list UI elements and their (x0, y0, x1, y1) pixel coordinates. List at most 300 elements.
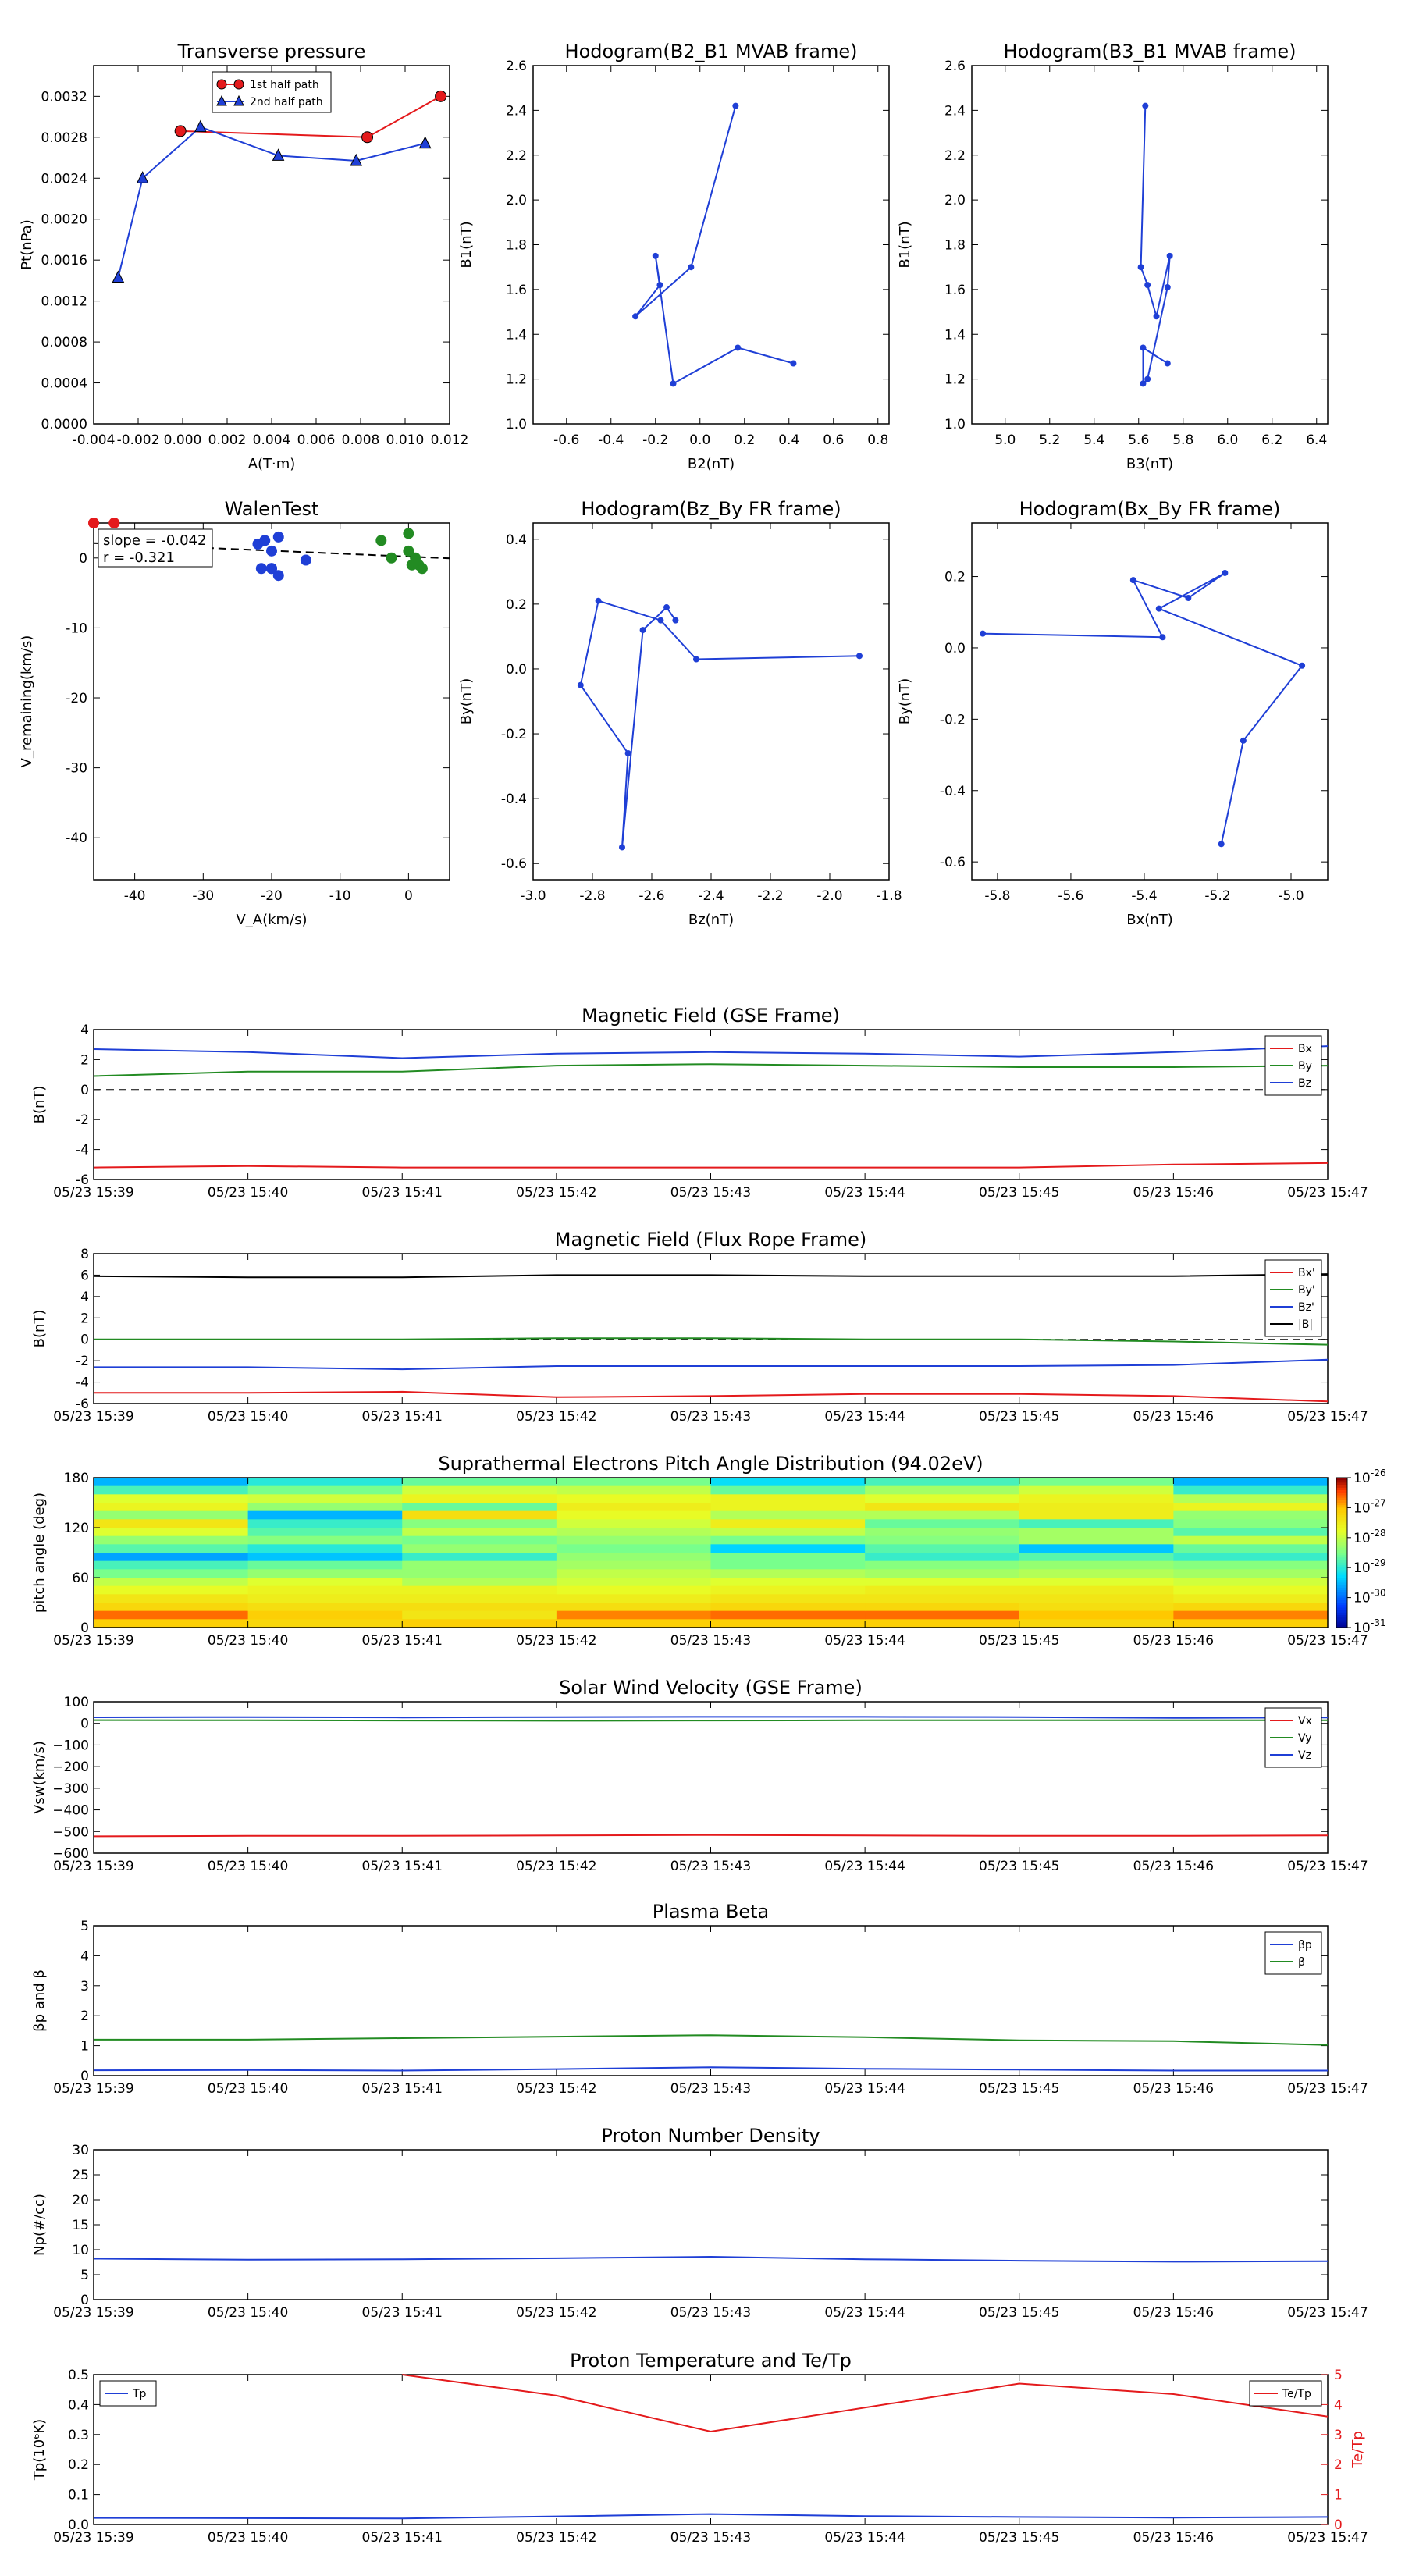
heatmap-cell (402, 1561, 557, 1570)
y-tick-label: 0.0008 (41, 335, 87, 351)
legend-label: 1st half path (250, 79, 319, 91)
y-tick-label: −500 (52, 1824, 89, 1841)
y-tick-label: -6 (76, 1397, 89, 1412)
x-tick-label: 05/23 15:43 (670, 1185, 752, 1201)
heatmap-cell (557, 1553, 711, 1561)
y-axis-label: B(nT) (31, 1309, 48, 1348)
x-tick-label: -2.8 (579, 888, 606, 904)
heatmap-cell (557, 1528, 711, 1536)
y-tick-label: -6 (76, 1172, 89, 1188)
x-tick-label: 05/23 15:40 (207, 1859, 289, 1874)
y-tick-label: 1.2 (505, 372, 527, 388)
x-tick-label: 5.4 (1083, 432, 1105, 448)
panel-3 (897, 41, 1328, 472)
panel-title: Hodogram(B3_B1 MVAB frame) (1003, 41, 1297, 62)
y-tick-label: 0 (80, 2293, 89, 2308)
y-right-tick-label: 0 (1334, 2517, 1343, 2533)
hodogram-point (1140, 380, 1146, 386)
x-tick-label: 05/23 15:40 (207, 1185, 289, 1201)
heatmap-cell (94, 1611, 248, 1620)
x-tick-label: 05/23 15:41 (361, 2305, 443, 2321)
heatmap-cell (248, 1536, 403, 1545)
x-tick-label: 05/23 15:42 (516, 1409, 597, 1425)
legend-label: Te/Tp (1282, 2388, 1311, 2400)
legend-label: Vy (1298, 1732, 1312, 1745)
x-tick-label: 05/23 15:44 (824, 2305, 905, 2321)
y-tick-label: −100 (52, 1738, 89, 1754)
x-tick-label: 05/23 15:42 (516, 1633, 597, 1649)
x-tick-label: 05/23 15:46 (1133, 1633, 1215, 1649)
axes-frame (94, 2375, 1328, 2524)
data-point-green (375, 535, 386, 546)
x-tick-label: 0.010 (386, 432, 425, 448)
heatmap-cell (557, 1544, 711, 1553)
panel-title: Suprathermal Electrons Pitch Angle Distribution (94.02eV) (438, 1453, 984, 1475)
y-tick-label: 1.8 (505, 237, 527, 254)
x-tick-label: 05/23 15:43 (670, 2081, 752, 2097)
series-line-Tp (94, 2514, 1328, 2519)
heatmap-cell (865, 1519, 1019, 1528)
x-tick-label: 05/23 15:40 (207, 1633, 289, 1649)
x-tick-label: -2.0 (816, 888, 843, 904)
y-axis-label: βp and β (31, 1969, 48, 2032)
y-tick-label: 1 (80, 2038, 89, 2055)
hodogram-point (656, 282, 663, 288)
hodogram-point (1299, 663, 1305, 669)
heatmap-cell (402, 1603, 557, 1611)
heatmap-cell (865, 1553, 1019, 1561)
y-tick-label: 0.0016 (41, 253, 87, 269)
y-tick-label: 6 (80, 1268, 89, 1284)
y-right-tick-label: 4 (1334, 2397, 1343, 2414)
y-tick-label: −400 (52, 1802, 89, 1819)
panel-4 (19, 498, 450, 928)
y-tick-label: 1.4 (505, 327, 527, 343)
x-tick-label: 5.8 (1172, 432, 1194, 448)
y-tick-label: 0.0004 (41, 375, 87, 392)
data-point-1st-half (362, 132, 373, 143)
heatmap-cell (402, 1578, 557, 1586)
y-tick-label: 0.0 (505, 661, 527, 678)
x-tick-label: 0.8 (867, 432, 889, 448)
x-axis-label: Bx(nT) (1126, 912, 1173, 928)
heatmap-cell (711, 1503, 866, 1511)
time-panel-4 (31, 1677, 1368, 1874)
colorbar-segment (1336, 1605, 1347, 1608)
colorbar-segment (1336, 1567, 1347, 1571)
y-tick-label: 0 (80, 2069, 89, 2084)
data-point-blue (273, 532, 284, 543)
colorbar-segment (1336, 1588, 1347, 1591)
x-tick-label: -30 (192, 888, 215, 904)
colorbar-segment (1336, 1528, 1347, 1531)
x-tick-label: 05/23 15:41 (361, 1409, 443, 1425)
heatmap-cell (402, 1611, 557, 1620)
colorbar-segment (1336, 1573, 1347, 1576)
panel-title: Magnetic Field (Flux Rope Frame) (554, 1229, 867, 1251)
x-tick-label: 05/23 15:41 (361, 1185, 443, 1201)
y-tick-label: 0 (79, 550, 87, 567)
heatmap-cell (402, 1619, 557, 1628)
panel-title: Transverse pressure (177, 41, 366, 62)
data-point-2nd-half (195, 121, 206, 132)
y-axis-label: B(nT) (31, 1085, 48, 1124)
hodogram-point (670, 380, 677, 386)
colorbar-segment (1336, 1590, 1347, 1593)
x-tick-label: 05/23 15:41 (361, 1633, 443, 1649)
y-tick-label: -40 (66, 831, 87, 847)
x-tick-label: 6.0 (1217, 432, 1239, 448)
x-tick-label: -5.6 (1058, 888, 1084, 904)
x-tick-label: 05/23 15:47 (1287, 1859, 1368, 1874)
heatmap-cell (711, 1544, 866, 1553)
heatmap-cell (402, 1586, 557, 1595)
hodogram-point (1144, 282, 1151, 288)
colorbar-label: 10 (1353, 1471, 1371, 1486)
heatmap-cell (248, 1578, 403, 1586)
y-tick-label: 0.0020 (41, 212, 87, 228)
y-tick-label: 1.6 (944, 282, 966, 298)
colorbar-segment (1336, 1513, 1347, 1516)
colorbar-segment (1336, 1520, 1347, 1523)
series-line-|B| (94, 1274, 1328, 1277)
y-tick-label: 0.0 (67, 2517, 89, 2533)
data-point-blue (266, 563, 277, 574)
heatmap-cell (865, 1603, 1019, 1611)
y-tick-label: -0.6 (500, 856, 527, 873)
x-tick-label: 05/23 15:47 (1287, 2305, 1368, 2321)
x-tick-label: 05/23 15:47 (1287, 1633, 1368, 1649)
x-tick-label: 05/23 15:39 (53, 2081, 134, 2097)
y-tick-label: 0.2 (944, 569, 966, 585)
colorbar-segment (1336, 1598, 1347, 1601)
hodogram-point (578, 682, 584, 688)
colorbar-segment (1336, 1550, 1347, 1553)
colorbar-segment (1336, 1505, 1347, 1508)
y-tick-label: 2.0 (505, 193, 527, 209)
heatmap-cell (557, 1611, 711, 1620)
y-tick-label: -10 (66, 621, 87, 637)
y-tick-label: 4 (80, 1948, 89, 1965)
heatmap-cell (1019, 1603, 1174, 1611)
legend-label: βp (1298, 1939, 1312, 1952)
hodogram-point (1142, 103, 1148, 109)
heatmap-cell (248, 1561, 403, 1570)
heatmap-cell (557, 1503, 711, 1511)
heatmap-cell (1019, 1494, 1174, 1503)
hodogram-point (980, 631, 986, 637)
colorbar-segment (1336, 1540, 1347, 1543)
heatmap-cell (865, 1619, 1019, 1628)
heatmap-cell (248, 1486, 403, 1495)
data-point-green (410, 556, 421, 567)
colorbar-segment (1336, 1503, 1347, 1506)
data-point-green (403, 528, 414, 539)
x-tick-label: 05/23 15:44 (824, 1185, 905, 1201)
x-tick-label: 05/23 15:39 (53, 1633, 134, 1649)
x-tick-label: 05/23 15:39 (53, 1185, 134, 1201)
heatmap-cell (1019, 1569, 1174, 1578)
x-tick-label: 05/23 15:46 (1133, 2305, 1215, 2321)
heatmap-cell (1173, 1536, 1328, 1545)
colorbar-exponent: -28 (1371, 1527, 1386, 1539)
heatmap-cell (1019, 1611, 1174, 1620)
y-tick-label: 0.0024 (41, 171, 87, 187)
heatmap-cell (248, 1594, 403, 1603)
y-axis-label: Np(#/cc) (31, 2194, 48, 2256)
y-tick-label: 2.2 (944, 148, 966, 164)
time-panel-1 (31, 1005, 1368, 1201)
x-tick-label: 05/23 15:45 (979, 1409, 1060, 1425)
y-tick-label: 20 (72, 2193, 89, 2208)
heatmap-cell (711, 1494, 866, 1503)
heatmap-cell (711, 1478, 866, 1486)
y-tick-label: 0 (80, 1621, 89, 1636)
heatmap-cell (865, 1494, 1019, 1503)
x-tick-label: 05/23 15:43 (670, 1409, 752, 1425)
colorbar-segment (1336, 1613, 1347, 1616)
x-tick-label: 05/23 15:46 (1133, 1859, 1215, 1874)
colorbar-segment (1336, 1517, 1347, 1521)
data-point-blue (266, 546, 277, 557)
y-tick-label: 2.0 (944, 193, 966, 209)
colorbar-segment (1336, 1563, 1347, 1566)
x-tick-label: -2.2 (757, 888, 784, 904)
x-tick-label: 05/23 15:43 (670, 1633, 752, 1649)
colorbar-segment (1336, 1565, 1347, 1568)
heatmap-cell (94, 1578, 248, 1586)
x-tick-label: 05/23 15:40 (207, 2305, 289, 2321)
y-tick-label: -0.2 (939, 712, 966, 728)
y-tick-label: 120 (63, 1521, 89, 1536)
colorbar-segment (1336, 1600, 1347, 1603)
y-tick-label: 0.0012 (41, 294, 87, 310)
data-point-1st-half (436, 91, 446, 101)
heatmap-cell (1173, 1544, 1328, 1553)
heatmap-cell (711, 1611, 866, 1620)
series-line-Bz (94, 1046, 1328, 1058)
y-tick-label: -0.4 (500, 792, 527, 808)
colorbar-exponent: -31 (1371, 1617, 1386, 1628)
heatmap-cell (1173, 1553, 1328, 1561)
heatmap-cell (711, 1528, 866, 1536)
x-tick-label: 05/23 15:47 (1287, 2081, 1368, 2097)
heatmap-cell (1019, 1519, 1174, 1528)
panel-title: Magnetic Field (GSE Frame) (582, 1005, 840, 1026)
axes-frame (94, 1926, 1328, 2076)
heatmap-cell (1019, 1486, 1174, 1495)
y-tick-label: 10 (72, 2243, 89, 2258)
colorbar-segment (1336, 1510, 1347, 1514)
heatmap-cell (1019, 1578, 1174, 1586)
heatmap-cell (1173, 1586, 1328, 1595)
data-point-2nd-half (420, 137, 431, 148)
x-tick-label: 6.4 (1306, 432, 1328, 448)
x-axis-label: A(T·m) (247, 456, 296, 472)
x-tick-label: 05/23 15:45 (979, 2530, 1060, 2546)
heatmap-cell (865, 1536, 1019, 1545)
legend-label: Bx' (1298, 1267, 1315, 1279)
heatmap-cell (557, 1494, 711, 1503)
hodogram-point (640, 627, 646, 633)
x-tick-label: 0.000 (163, 432, 202, 448)
colorbar-segment (1336, 1532, 1347, 1535)
heatmap-cell (557, 1586, 711, 1595)
heatmap-cell (94, 1569, 248, 1578)
y-tick-label: 0.5 (67, 2368, 89, 2383)
x-tick-label: 05/23 15:39 (53, 1859, 134, 1874)
y-axis-label: V_remaining(km/s) (19, 635, 35, 768)
panel-title: Proton Number Density (601, 2125, 820, 2147)
heatmap-cell (402, 1519, 557, 1528)
colorbar-segment (1336, 1585, 1347, 1589)
y-tick-label: 1.0 (505, 417, 527, 432)
heatmap-cell (248, 1619, 403, 1628)
x-tick-label: -0.6 (553, 432, 580, 448)
x-tick-label: 0.012 (430, 432, 469, 448)
hodogram-point (1185, 595, 1191, 601)
y-tick-label: 0.0 (944, 640, 966, 656)
y-tick-label: 1.6 (505, 282, 527, 298)
y-right-tick-label: 5 (1334, 2368, 1343, 2383)
heatmap-cell (865, 1561, 1019, 1570)
series-line-β (94, 2035, 1328, 2045)
x-tick-label: 5.6 (1128, 432, 1150, 448)
heatmap-cell (1173, 1594, 1328, 1603)
y-tick-label: 5 (80, 2268, 89, 2283)
x-tick-label: 05/23 15:45 (979, 1859, 1060, 1874)
x-axis-label: V_A(km/s) (236, 912, 308, 928)
panel-title: Hodogram(B2_B1 MVAB frame) (564, 41, 858, 62)
colorbar-segment (1336, 1610, 1347, 1614)
x-tick-label: 05/23 15:42 (516, 2081, 597, 2097)
x-tick-label: -3.0 (520, 888, 546, 904)
hodogram-point (663, 604, 670, 610)
heatmap-cell (402, 1553, 557, 1561)
heatmap-cell (865, 1478, 1019, 1486)
colorbar-segment (1336, 1615, 1347, 1618)
panel-title: WalenTest (224, 498, 319, 520)
axes-frame (94, 2150, 1328, 2300)
panel-1 (19, 41, 468, 472)
y-tick-label: 1.2 (944, 372, 966, 388)
legend-label: β (1298, 1956, 1305, 1969)
heatmap-cell (711, 1578, 866, 1586)
heatmap-cell (711, 1586, 866, 1595)
colorbar-segment (1336, 1580, 1347, 1583)
y-tick-label: 0.0032 (41, 89, 87, 105)
x-tick-label: 05/23 15:47 (1287, 1185, 1368, 1201)
heatmap-cell (402, 1569, 557, 1578)
heatmap-cell (402, 1528, 557, 1536)
x-tick-label: 05/23 15:44 (824, 1859, 905, 1874)
panel-2 (458, 41, 889, 472)
heatmap-cell (1173, 1569, 1328, 1578)
x-tick-label: 5.0 (994, 432, 1016, 448)
colorbar-segment (1336, 1530, 1347, 1533)
colorbar-segment (1336, 1542, 1347, 1546)
y-tick-label: 0.4 (505, 532, 527, 548)
hodogram-point (1130, 577, 1136, 583)
x-tick-label: 05/23 15:39 (53, 2530, 134, 2546)
heatmap-cell (1019, 1528, 1174, 1536)
panel-5 (458, 498, 902, 928)
heatmap-cell (711, 1603, 866, 1611)
heatmap-cell (248, 1494, 403, 1503)
heatmap-cell (865, 1569, 1019, 1578)
hodogram-point (1144, 376, 1151, 382)
heatmap-cell (94, 1561, 248, 1570)
heatmap-cell (865, 1486, 1019, 1495)
heatmap-cell (402, 1478, 557, 1486)
y-tick-label: -30 (66, 760, 87, 777)
y-tick-label: 2 (80, 1311, 89, 1327)
hodogram-line (635, 106, 793, 384)
y-tick-label: 2 (80, 1052, 89, 1069)
colorbar-segment (1336, 1560, 1347, 1564)
y-axis-label: pitch angle (deg) (31, 1492, 48, 1614)
heatmap-cell (557, 1478, 711, 1486)
x-axis-label: B3(nT) (1126, 456, 1174, 472)
colorbar-segment (1336, 1493, 1347, 1496)
heatmap-cell (865, 1544, 1019, 1553)
hodogram-point (1138, 264, 1144, 270)
colorbar-segment (1336, 1495, 1347, 1498)
heatmap-cell (94, 1603, 248, 1611)
time-panel-6 (31, 2125, 1368, 2321)
colorbar-segment (1336, 1500, 1347, 1503)
y-tick-label: 4 (80, 1023, 89, 1038)
heatmap-cell (865, 1586, 1019, 1595)
heatmap-cell (248, 1528, 403, 1536)
series-line-Vy (94, 1720, 1328, 1721)
colorbar-segment (1336, 1538, 1347, 1541)
heatmap-cell (1173, 1603, 1328, 1611)
legend-label: Bx (1298, 1043, 1312, 1055)
y-tick-label: 0.2 (505, 596, 527, 613)
data-point-blue (301, 554, 311, 565)
colorbar-segment (1336, 1498, 1347, 1501)
x-tick-label: 05/23 15:41 (361, 1859, 443, 1874)
y-tick-label: 4 (80, 1289, 89, 1305)
heatmap-cell (248, 1611, 403, 1620)
annotation-r: r = -0.321 (103, 550, 175, 566)
y-tick-label: 0.4 (67, 2397, 89, 2414)
colorbar-segment (1336, 1623, 1347, 1626)
time-panel-2 (31, 1229, 1368, 1425)
colorbar-segment (1336, 1482, 1347, 1485)
heatmap-cell (94, 1503, 248, 1511)
y-tick-label: 25 (72, 2168, 89, 2183)
x-tick-label: -2.6 (638, 888, 665, 904)
hodogram-point (856, 653, 863, 659)
y-axis-label: Tp(10⁶K) (31, 2418, 48, 2481)
x-tick-label: 05/23 15:42 (516, 2305, 597, 2321)
y-right-tick-label: 3 (1334, 2427, 1343, 2443)
hodogram-point (619, 844, 625, 850)
heatmap-cell (94, 1536, 248, 1545)
heatmap-cell (711, 1536, 866, 1545)
heatmap-cell (557, 1536, 711, 1545)
x-tick-label: -20 (261, 888, 283, 904)
hodogram-point (1240, 738, 1247, 744)
x-tick-label: 05/23 15:43 (670, 1859, 752, 1874)
x-tick-label: -5.2 (1204, 888, 1231, 904)
colorbar-segment (1336, 1523, 1347, 1526)
legend-label: By (1298, 1060, 1312, 1073)
y-tick-label: 0.2 (67, 2457, 89, 2474)
legend-label: Bz' (1298, 1301, 1314, 1314)
